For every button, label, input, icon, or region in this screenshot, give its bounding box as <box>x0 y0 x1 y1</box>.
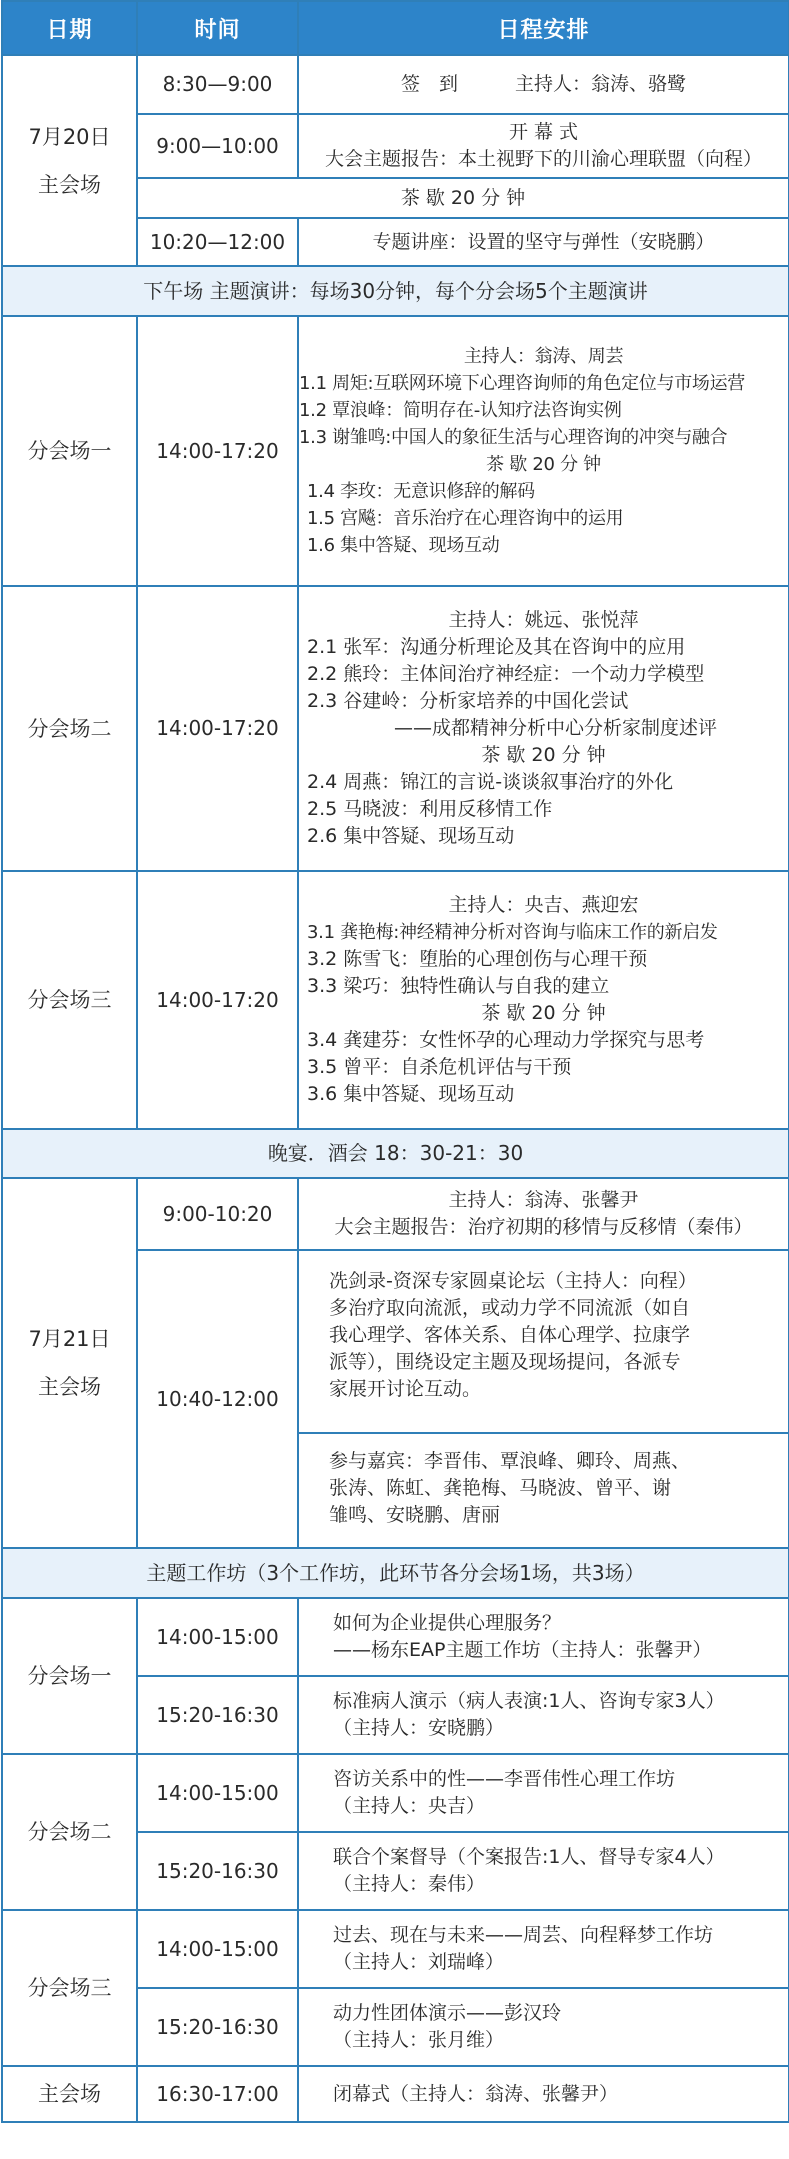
day1-r2-time: 9:00—10:00 <box>137 114 298 178</box>
ws3-b-cell <box>298 1988 789 2066</box>
branch2-item-sub: ——成都精神分析中心分析家制度述评 <box>394 717 718 739</box>
day1-r4-time: 10:20—12:00 <box>137 218 298 266</box>
ws2-b-line: （主持人：秦伟） <box>333 1873 486 1895</box>
day2-r1-host: 主持人：翁涛、张馨尹 <box>448 1189 639 1211</box>
ws2-b-line: 联合个案督导（个案报告:1人、督导专家4人） <box>333 1846 725 1868</box>
branch2-name: 分会场二 <box>2 586 137 871</box>
roundtable-block <box>299 1260 788 1434</box>
roundtable-line: 派等），围绕设定主题及现场提问，各派专 <box>329 1350 681 1373</box>
branch3-name: 分会场三 <box>2 871 137 1129</box>
header-row <box>2 1 789 55</box>
branch3-item: 3.1 龚艳梅:神经精神分析对咨询与临床工作的新启发 <box>307 922 718 943</box>
opening-title: 开 幕 式 <box>508 121 579 143</box>
ws3-a-line: 过去、现在与未来——周芸、向程释梦工作坊 <box>333 1924 714 1946</box>
day2-r2-cell <box>298 1250 789 1548</box>
branch1-break: 茶 歇 20 分 钟 <box>486 454 601 475</box>
ws1-row-a <box>2 1598 789 1676</box>
day2-r2-time: 10:40-12:00 <box>137 1250 298 1548</box>
day2-row-1 <box>2 1178 789 1250</box>
guests-line: 张涛、陈虹、龚艳梅、马晓波、曾平、谢 <box>329 1476 672 1499</box>
day2-r1-time: 9:00-10:20 <box>137 1178 298 1250</box>
day1-venue: 主会场 <box>38 172 101 197</box>
branch3-time: 14:00-17:20 <box>137 871 298 1129</box>
ws1-b-time: 15:20-16:30 <box>137 1676 298 1754</box>
ws1-a-line: ——杨东EAP主题工作坊（主持人：张馨尹） <box>333 1639 712 1661</box>
guests-line: 雏鸣、安晓鹏、唐丽 <box>329 1503 501 1526</box>
ws2-a-cell <box>298 1754 789 1832</box>
branch3-item: 3.6 集中答疑、现场互动 <box>307 1083 515 1105</box>
closing-text: 闭幕式（主持人：翁涛、张馨尹） <box>298 2066 789 2122</box>
branch2-host: 主持人：姚远、张悦萍 <box>448 609 639 631</box>
branch1-item: 1.5 宫飚：音乐治疗在心理咨询中的运用 <box>307 508 624 529</box>
branch1-item: 1.3 谢雏鸣:中国人的象征生活与心理咨询的冲突与融合 <box>299 427 728 448</box>
afternoon-banner-row <box>2 266 789 316</box>
header-time: 时间 <box>137 1 298 55</box>
roundtable-line: 多治疗取向流派，或动力学不同流派（如自 <box>329 1296 691 1319</box>
day2-date: 7月21日 <box>28 1327 111 1351</box>
day1-date-cell <box>2 55 137 266</box>
ws3-row-a <box>2 1910 789 1988</box>
branch3-content <box>298 871 789 1129</box>
branch3-item: 3.4 龚建芬：女性怀孕的心理动力学探究与思考 <box>307 1029 705 1051</box>
branch3-item: 3.3 梁巧：独特性确认与自我的建立 <box>307 975 610 997</box>
banquet-row <box>2 1129 789 1178</box>
closing-time: 16:30-17:00 <box>137 2066 298 2122</box>
branch3-item: 3.5 曾平：自杀危机评估与干预 <box>307 1056 572 1078</box>
branch2-item: 2.1 张军：沟通分析理论及其在咨询中的应用 <box>307 636 686 658</box>
branch1-item: 1.2 覃浪峰：简明存在-认知疗法咨询实例 <box>299 400 622 421</box>
ws1-a-line: 如何为企业提供心理服务？ <box>333 1612 562 1634</box>
workshop-banner-row <box>2 1548 789 1598</box>
branch2-row <box>2 586 789 871</box>
header-schedule: 日程安排 <box>298 1 789 55</box>
workshop-banner: 主题工作坊（3个工作坊，此环节各分会场1场，共3场） <box>2 1548 789 1598</box>
branch3-host: 主持人：央吉、燕迎宏 <box>448 894 639 916</box>
day2-venue: 主会场 <box>38 1375 101 1399</box>
branch2-break: 茶 歇 20 分 钟 <box>481 744 606 766</box>
header-date: 日期 <box>2 1 137 55</box>
branch3-item: 3.2 陈雪飞：堕胎的心理创伤与心理干预 <box>307 948 648 970</box>
ws3-b-line: （主持人：张月维） <box>333 2029 505 2051</box>
ws3-b-time: 15:20-16:30 <box>137 1988 298 2066</box>
day1-r1-text: 签 到 主持人：翁涛、骆鹭 <box>298 55 789 114</box>
branch1-name: 分会场一 <box>2 316 137 586</box>
ws1-a-time: 14:00-15:00 <box>137 1598 298 1676</box>
branch1-host: 主持人：翁涛、周芸 <box>463 346 624 367</box>
ws2-b-time: 15:20-16:30 <box>137 1832 298 1910</box>
branch2-item: 2.5 马晓波：利用反移情工作 <box>307 798 553 820</box>
guests-line: 参与嘉宾：李晋伟、覃浪峰、卿玲、周燕、 <box>329 1449 691 1472</box>
day1-r4-text: 专题讲座：设置的坚守与弹性（安晓鹏） <box>298 218 789 266</box>
day1-tea-break: 茶 歇 20 分 钟 <box>137 178 789 218</box>
closing-row <box>2 2066 789 2122</box>
roundtable-line: 冼剑录-资深专家圆桌论坛（主持人：向程） <box>329 1269 697 1292</box>
opening-report: 大会主题报告：本土视野下的川渝心理联盟（向程） <box>324 148 762 170</box>
branch2-time: 14:00-17:20 <box>137 586 298 871</box>
ws1-b-line: （主持人：安晓鹏） <box>333 1717 505 1739</box>
ws1-name: 分会场一 <box>2 1598 137 1754</box>
branch1-item: 1.6 集中答疑、现场互动 <box>307 535 500 556</box>
ws3-a-cell <box>298 1910 789 1988</box>
ws2-a-line: 咨访关系中的性——李晋伟性心理工作坊 <box>333 1768 676 1790</box>
branch2-item: 2.2 熊玲：主体间治疗神经症：一个动力学模型 <box>307 663 705 685</box>
branch1-row <box>2 316 789 586</box>
ws2-row-a <box>2 1754 789 1832</box>
roundtable-line: 我心理学、客体关系、自体心理学、拉康学 <box>329 1323 691 1346</box>
ws1-b-cell <box>298 1676 789 1754</box>
branch2-item: 2.4 周燕：锦江的言说-谈谈叙事治疗的外化 <box>307 771 674 793</box>
branch2-item: 2.3 谷建岭：分析家培养的中国化尝试 <box>307 690 629 712</box>
branch3-break: 茶 歇 20 分 钟 <box>481 1002 606 1024</box>
branch2-content <box>298 586 789 871</box>
afternoon-banner: 下午场 主题演讲：每场30分钟，每个分会场5个主题演讲 <box>2 266 789 316</box>
day1-date: 7月20日 <box>28 124 111 149</box>
day1-r1-time: 8:30—9:00 <box>137 55 298 114</box>
ws2-b-cell <box>298 1832 789 1910</box>
branch1-content <box>298 316 789 586</box>
guests-block <box>299 1434 788 1539</box>
day2-r1-cell <box>298 1178 789 1250</box>
schedule-table <box>1 0 789 2123</box>
ws3-a-time: 14:00-15:00 <box>137 1910 298 1988</box>
branch1-item: 1.4 李玫：无意识修辞的解码 <box>307 481 535 502</box>
closing-venue: 主会场 <box>2 2066 137 2122</box>
ws3-a-line: （主持人：刘瑞峰） <box>333 1951 505 1973</box>
ws2-name: 分会场二 <box>2 1754 137 1910</box>
ws1-a-cell <box>298 1598 789 1676</box>
day2-r1-report: 大会主题报告：治疗初期的移情与反移情（秦伟） <box>334 1216 753 1238</box>
ws2-a-line: （主持人：央吉） <box>333 1795 486 1817</box>
ws3-b-line: 动力性团体演示——彭汉玲 <box>333 2002 562 2024</box>
day1-row-1 <box>2 55 789 114</box>
branch3-row <box>2 871 789 1129</box>
banquet-banner: 晚宴．酒会 18：30-21：30 <box>2 1129 789 1178</box>
branch2-item: 2.6 集中答疑、现场互动 <box>307 825 515 847</box>
day1-r2-cell <box>298 114 789 178</box>
branch1-item: 1.1 周矩:互联网环境下心理咨询师的角色定位与市场运营 <box>299 373 746 394</box>
ws3-name: 分会场三 <box>2 1910 137 2066</box>
branch1-time: 14:00-17:20 <box>137 316 298 586</box>
ws1-b-line: 标准病人演示（病人表演:1人、咨询专家3人） <box>333 1690 725 1712</box>
day2-date-cell <box>2 1178 137 1548</box>
ws2-a-time: 14:00-15:00 <box>137 1754 298 1832</box>
roundtable-line: 家展开讨论互动。 <box>329 1377 482 1400</box>
